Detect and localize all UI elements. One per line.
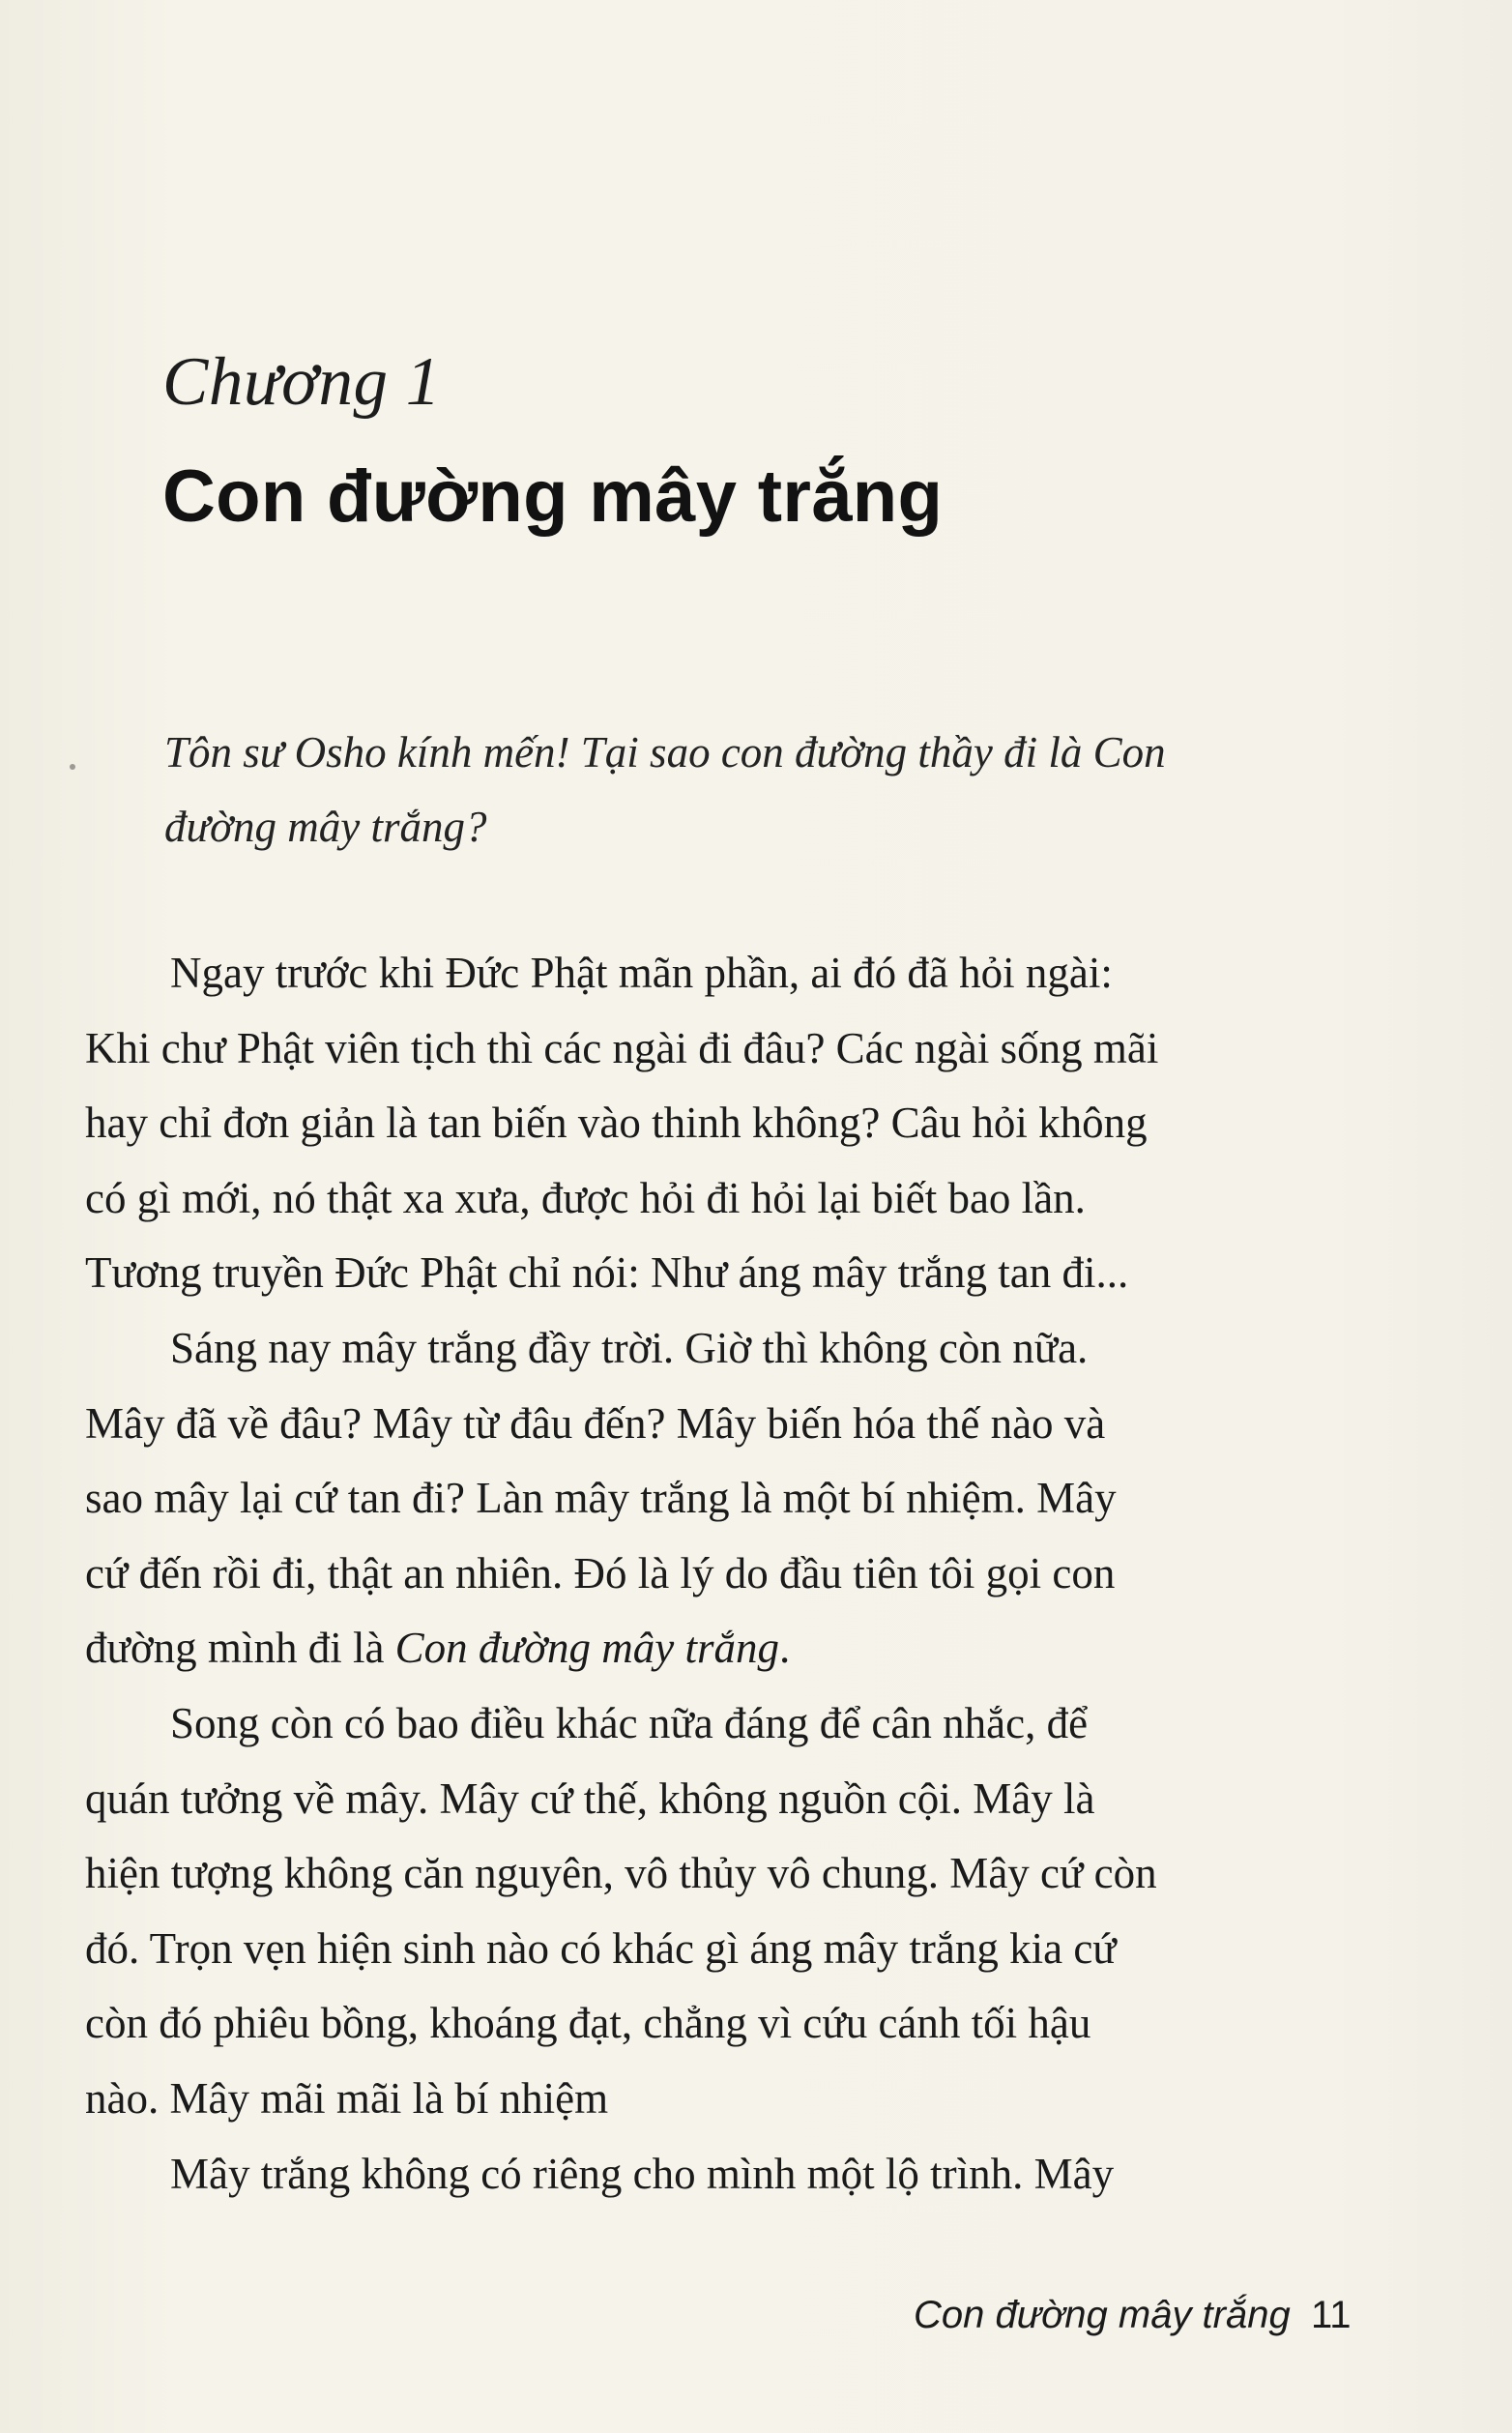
body-line: hiện tượng không căn nguyên, vô thủy vô chung. Mây cứ còn	[85, 1849, 1157, 1898]
question-line: đường mây trắng?	[164, 803, 487, 851]
body-line: Mây đã về đâu? Mây từ đâu đến? Mây biến hóa thế nào và	[85, 1398, 1106, 1448]
body-line: Mây trắng không có riêng cho mình một lộ trình. Mây	[170, 2149, 1115, 2198]
body-line: đó. Trọn vẹn hiện sinh nào có khác gì áng mây trắng kia cứ	[85, 1923, 1117, 1973]
body-text	[85, 936, 1344, 2212]
body-line: Khi chư Phật viên tịch thì các ngài đi đâu? Các ngài sống mãi	[85, 1023, 1159, 1072]
body-line: cứ đến rồi đi, thật an nhiên. Đó là lý do đầu tiên tôi gọi con	[85, 1548, 1116, 1598]
body-line: sao mây lại cứ tan đi? Làn mây trắng là một bí nhiệm. Mây	[85, 1474, 1117, 1523]
body-line-end: .	[778, 1624, 791, 1673]
chapter-number: Chương 1	[162, 344, 441, 420]
page-number: 11	[1311, 2294, 1352, 2336]
body-line: có gì mới, nó thật xa xưa, được hỏi đi hỏi lại biết bao lần.	[85, 1173, 1086, 1222]
body-line: hay chỉ đơn giản là tan biến vào thinh không? Câu hỏi không	[85, 1099, 1148, 1148]
body-line: Song còn có bao điều khác nữa đáng để cân nhắc, để	[170, 1698, 1089, 1747]
body-line	[85, 1611, 1344, 1686]
body-line: Ngay trước khi Đức Phật mãn phần, ai đó đã hỏi ngài:	[170, 949, 1113, 997]
body-line: còn đó phiêu bồng, khoáng đạt, chẳng vì cứu cánh tối hậu	[85, 1999, 1091, 2048]
question-line: Tôn sư Osho kính mến! Tại sao con đường thầy đi là Con	[164, 728, 1166, 777]
chapter-title: Con đường mây trắng	[162, 455, 944, 538]
body-line: nào. Mây mãi mãi là bí nhiệm	[85, 2073, 609, 2123]
body-line-start: đường mình đi là	[85, 1624, 385, 1673]
running-footer-title: Con đường mây trắng	[914, 2294, 1291, 2336]
margin-dot	[70, 764, 75, 770]
body-line: Sáng nay mây trắng đầy trời. Giờ thì không còn nữa.	[170, 1323, 1089, 1372]
book-title-italic: Con đường mây trắng	[394, 1624, 779, 1673]
epigraph-question	[164, 716, 1348, 865]
body-line: quán tưởng về mây. Mây cứ thế, không nguồn cội. Mây là	[85, 1773, 1095, 1823]
body-line: Tương truyền Đức Phật chỉ nói: Như áng mây trắng tan đi...	[85, 1248, 1129, 1298]
